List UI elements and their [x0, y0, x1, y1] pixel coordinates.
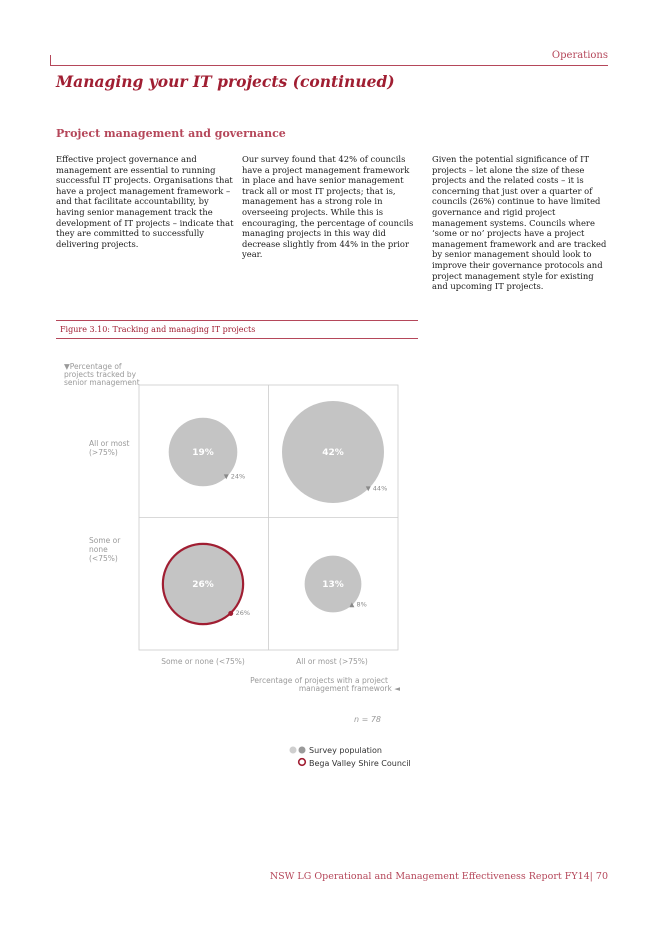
bubble-prior-label-2: ● 26%: [227, 608, 251, 617]
y-category-bottom-line-1: Some or: [89, 536, 121, 545]
legend-survey-swatch-dark: [299, 747, 306, 754]
bubble-prior-label-3: ▲ 8%: [349, 600, 367, 609]
legend-survey-label: Survey population: [309, 746, 382, 755]
x-category-left: Some or none (<75%): [161, 657, 245, 666]
section-heading: Project management and governance: [56, 127, 286, 140]
figure-title: Figure 3.10: Tracking and managing IT projects: [60, 325, 256, 334]
bubble-value-label-2: 26%: [192, 580, 214, 590]
page-title: Managing your IT projects (continued): [56, 72, 395, 91]
section-label: Operations: [551, 50, 608, 61]
sample-size-label: n = 78: [353, 715, 381, 724]
y-category-top-line-1: All or most: [89, 439, 130, 448]
x-category-right: All or most (>75%): [296, 657, 368, 666]
y-axis-title-line-2: projects tracked by: [64, 370, 137, 379]
bubble-value-label-1: 42%: [322, 448, 344, 458]
legend: [290, 746, 411, 768]
bubble-prior-label-0: ▼ 24%: [223, 472, 246, 481]
legend-survey-swatch-light: [290, 747, 297, 754]
x-axis-title-line-1: Percentage of projects with a project: [250, 676, 388, 685]
bubble-value-label-3: 13%: [322, 580, 344, 590]
footer-text: NSW LG Operational and Management Effectiveness Report FY14| 70: [269, 871, 608, 882]
bubble-prior-label-1: ▼ 44%: [365, 484, 388, 493]
legend-council-swatch: [299, 759, 306, 766]
y-category-bottom-line-3: (<75%): [89, 554, 118, 563]
y-category-top-line-2: (>75%): [89, 448, 118, 457]
bubble-value-label-0: 19%: [192, 448, 214, 458]
body-column-1: Effective project governance and management are essential to running successful IT projects. Organisations that have a project management framework – and that facilitate accountability, by having senior management track the development of IT projects – indicate that they are committed to successfully delivering projects.: [56, 154, 234, 249]
body-column-3: Given the potential significance of IT projects – let alone the size of these projects and the related costs – it is concerning that just over a quarter of councils (26%) continue to have limited governance and rigid project management systems. Councils where ‘some or no’ projects have a project management framework and are tracked by senior management should look to improve their governance protocols and project management style for existing and upcoming IT projects.: [432, 154, 607, 292]
legend-council-label: Bega Valley Shire Council: [309, 759, 411, 768]
y-axis-title-line-1: ▼Percentage of: [64, 362, 122, 371]
y-axis-title-line-3: senior management: [64, 378, 140, 387]
body-column-2: Our survey found that 42% of councils have a project management framework in place and have senior management track all or most IT projects; that is, management has a strong role in overseeing projects. While this is encouraging, the percentage of councils managing projects in this way did decrease slightly from 44% in the prior year.: [242, 154, 414, 260]
x-axis-title-line-2: management framework ◄: [298, 684, 400, 693]
bubble-layer: [163, 401, 387, 624]
y-category-bottom-line-2: none: [89, 545, 108, 554]
